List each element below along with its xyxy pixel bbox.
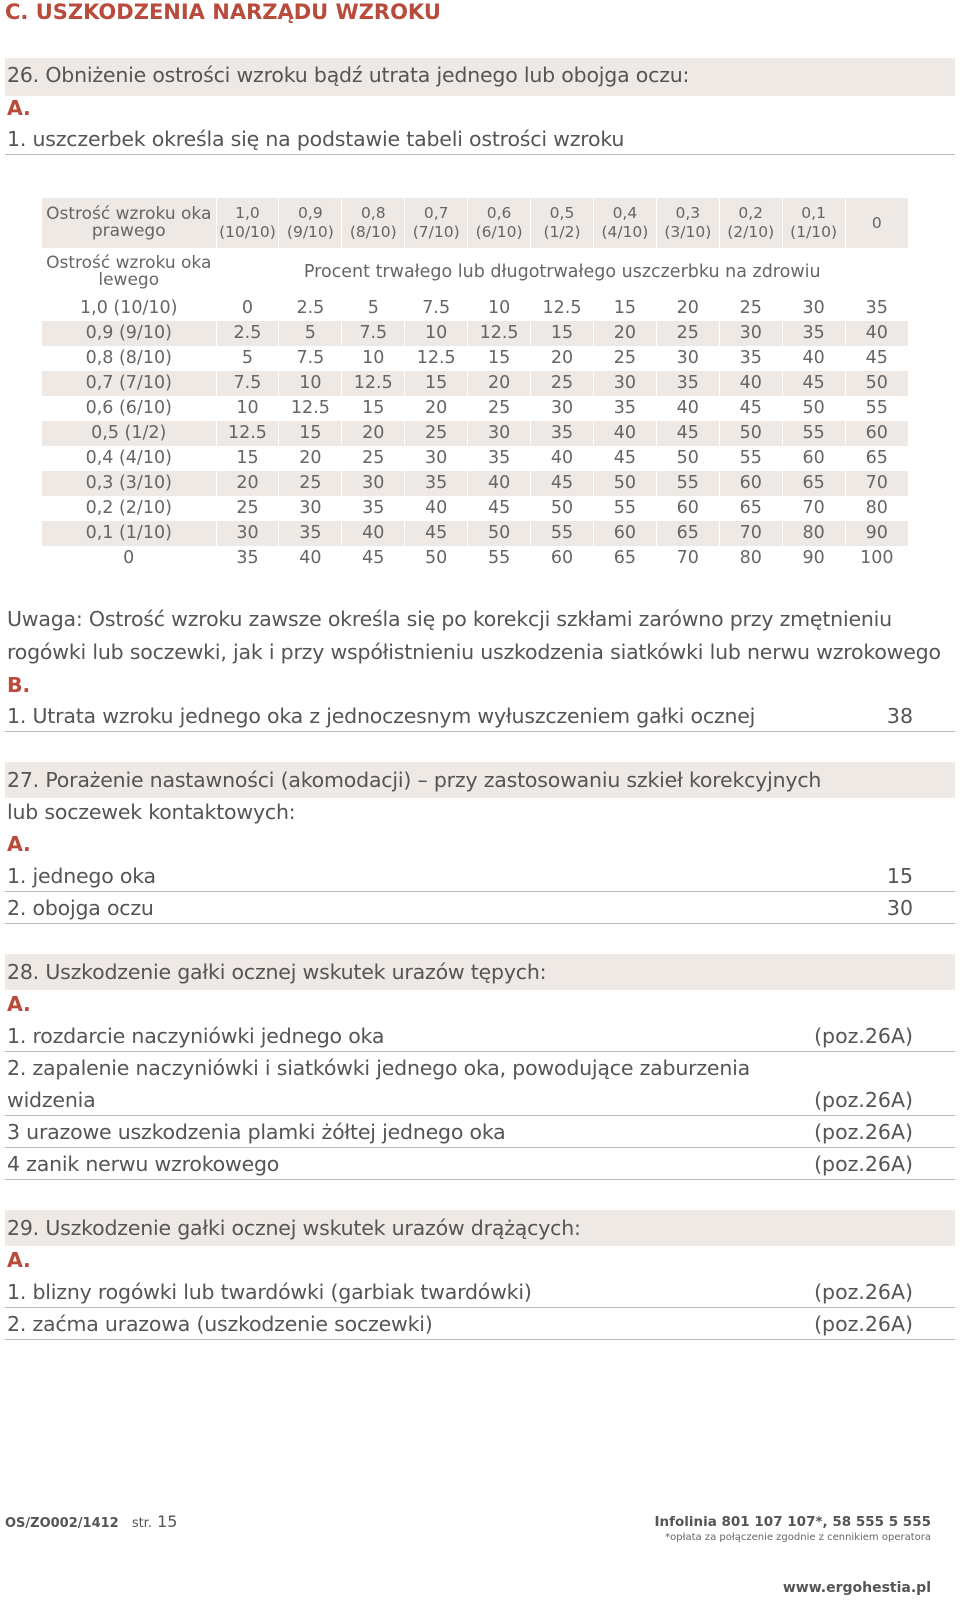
table-cell: 30: [531, 396, 594, 421]
table-cell: 65: [656, 521, 719, 546]
column-header: [656, 198, 719, 248]
table-cell: 90: [845, 521, 908, 546]
document-code: OS/ZO002/1412: [5, 1516, 119, 1531]
column-header-top: 0: [871, 213, 882, 232]
divider: [5, 1115, 955, 1116]
table-cell: 25: [593, 346, 656, 371]
table-cell: 45: [593, 446, 656, 471]
table-cell: 20: [468, 371, 531, 396]
table-cell: 10: [468, 296, 531, 321]
table-cell: 55: [719, 446, 782, 471]
column-header-bottom: (9/10): [286, 223, 334, 241]
table-cell: 2.5: [216, 321, 279, 346]
column-header-bottom: (10/10): [219, 223, 276, 241]
table-cell: 40: [279, 546, 342, 571]
table-cell: 25: [216, 496, 279, 521]
table-cell: 50: [405, 546, 468, 571]
table-cell: 5: [342, 296, 405, 321]
table-row: [42, 296, 908, 321]
divider: [5, 891, 955, 892]
column-header-top: 0,7: [423, 204, 449, 222]
table-cell: 60: [593, 521, 656, 546]
table-cell: 10: [279, 371, 342, 396]
table-cell: 70: [782, 496, 845, 521]
table-cell: 7.5: [279, 346, 342, 371]
column-header: [216, 198, 279, 248]
item29-row1-text: 1. blizny rogówki lub twardówki (garbiak twardówki): [7, 1280, 532, 1304]
row-label: 0,8 (8/10): [42, 346, 216, 371]
item28-label-a: A.: [7, 992, 31, 1016]
table-cell: 15: [279, 421, 342, 446]
table-cell: 40: [531, 446, 594, 471]
table-cell: 15: [216, 446, 279, 471]
table-cell: 80: [865, 498, 888, 518]
acuity-table: [42, 198, 908, 571]
page-number: 15: [157, 1512, 178, 1531]
note-line2: rogówki lub soczewki, jak i przy współistnieniu uszkodzenia siatkówki lub nerwu wzrokowego: [7, 640, 941, 664]
table-cell: 55: [593, 496, 656, 521]
table-row: [42, 446, 908, 471]
table-cell: 55: [468, 546, 531, 571]
table-cell: 45: [342, 546, 405, 571]
divider: [5, 731, 955, 732]
table-cell: 30: [279, 496, 342, 521]
table-cell: 7.5: [405, 296, 468, 321]
table-cell: 45: [468, 496, 531, 521]
table-cell: 40: [405, 496, 468, 521]
table-cell: 40: [845, 321, 908, 346]
table-cell: 30: [468, 421, 531, 446]
table-cell: 25: [531, 371, 594, 396]
table-cell: 15: [468, 346, 531, 371]
item28-row4-value: (poz.26A): [814, 1152, 913, 1176]
table-cell: 35: [342, 496, 405, 521]
divider: [5, 923, 955, 924]
table-caption: Procent trwałego lub długotrwałego uszczerbku na zdrowiu: [216, 248, 908, 296]
table-cell: 45: [719, 396, 782, 421]
table-cell: 45: [531, 471, 594, 496]
divider: [5, 1339, 955, 1340]
table-cell: 80: [719, 546, 782, 571]
table-cell: 65: [865, 448, 888, 468]
table-cell: 20: [342, 421, 405, 446]
table-cell: 35: [279, 521, 342, 546]
table-cell: 12.5: [531, 296, 594, 321]
item28-row2-value: (poz.26A): [814, 1088, 913, 1112]
table-cell: 15: [342, 396, 405, 421]
item28-row3-value: (poz.26A): [814, 1120, 913, 1144]
table-cell: 60: [845, 421, 908, 446]
table-cell: 5: [279, 321, 342, 346]
section-title: C. USZKODZENIA NARZĄDU WZROKU: [5, 0, 441, 24]
item28-row1-text: 1. rozdarcie naczyniówki jednego oka: [7, 1024, 385, 1048]
table-cell: 45: [405, 521, 468, 546]
table-cell: 100: [860, 548, 894, 568]
item27-heading-line1: 27. Porażenie nastawności (akomodacji) – przy zastosowaniu szkieł korekcyjnych: [7, 768, 822, 792]
table-cell: 55: [782, 421, 845, 446]
table-row: [42, 396, 908, 421]
b1-text: 1. Utrata wzroku jednego oka z jednoczesnym wyłuszczeniem gałki ocznej: [7, 704, 756, 728]
table-cell: 5: [216, 346, 279, 371]
table-row: [42, 471, 908, 496]
table-row: [42, 496, 908, 521]
table-cell: 80: [782, 521, 845, 546]
table-cell: 25: [279, 471, 342, 496]
table-cell: 15: [593, 296, 656, 321]
column-header-bottom: (7/10): [412, 223, 460, 241]
table-cell: 25: [468, 396, 531, 421]
column-header-bottom: (1/10): [790, 223, 838, 241]
table-cell: 12.5: [468, 321, 531, 346]
row-label: 0,6 (6/10): [42, 396, 216, 421]
table-cell: 55: [865, 398, 888, 418]
table-cell: 12.5: [216, 421, 279, 446]
row-label: 0,1 (1/10): [42, 521, 216, 546]
table-cell: 2.5: [279, 296, 342, 321]
item27-row-value: 15: [886, 864, 913, 888]
hotline: Infolinia 801 107 107*, 58 555 5 555: [654, 1514, 931, 1530]
table-cell: 50: [468, 521, 531, 546]
column-header-top: 0,6: [486, 204, 512, 222]
table-cell: 30: [719, 321, 782, 346]
table-cell: 50: [845, 371, 908, 396]
table-cell: 20: [279, 446, 342, 471]
item28-row4-text: 4 zanik nerwu wzrokowego: [7, 1152, 280, 1176]
table-cell: 15: [531, 321, 594, 346]
item26-heading: 26. Obniżenie ostrości wzroku bądź utrata jednego lub obojga oczu:: [7, 63, 690, 87]
table-cell: 35: [656, 371, 719, 396]
table-cell: 25: [719, 296, 782, 321]
table-cell: 20: [405, 396, 468, 421]
row-label: 0: [42, 546, 216, 571]
table-cell: 60: [531, 546, 594, 571]
table-row: [42, 521, 908, 546]
table-row: [42, 546, 908, 571]
corner-left-eye: Ostrość wzroku oka lewego: [42, 248, 216, 296]
table-cell: 60: [782, 446, 845, 471]
row-label: 0,7 (7/10): [42, 371, 216, 396]
table-row: [42, 371, 908, 396]
table-cell: 40: [593, 421, 656, 446]
column-header: [845, 198, 908, 248]
column-header-bottom: (4/10): [601, 223, 649, 241]
item26-label-a: A.: [7, 96, 31, 120]
table-cell: 0: [216, 296, 279, 321]
table-cell: 40: [656, 396, 719, 421]
row-label: 0,2 (2/10): [42, 496, 216, 521]
column-header: [719, 198, 782, 248]
column-header-top: 1,0: [235, 204, 260, 222]
table-cell: 30: [342, 471, 405, 496]
table-cell: 55: [531, 521, 594, 546]
item26-line1: 1. uszczerbek określa się na podstawie tabeli ostrości wzroku: [7, 127, 625, 151]
divider: [5, 1307, 955, 1308]
table-cell: 35: [593, 396, 656, 421]
column-header-top: 0,1: [801, 204, 826, 222]
table-cell: 40: [342, 521, 405, 546]
table-cell: 50: [593, 471, 656, 496]
table-cell: 45: [656, 421, 719, 446]
table-cell: 30: [593, 371, 656, 396]
row-label: 0,3 (3/10): [42, 471, 216, 496]
table-cell: 7.5: [342, 321, 405, 346]
table-cell: 35: [719, 346, 782, 371]
table-cell: 25: [405, 421, 468, 446]
table-cell: 65: [782, 471, 845, 496]
table-cell: 30: [656, 346, 719, 371]
column-header: [593, 198, 656, 248]
table-cell: 10: [342, 346, 405, 371]
column-header: [405, 198, 468, 248]
table-cell: 40: [719, 371, 782, 396]
table-cell: 40: [468, 471, 531, 496]
table-row: [42, 421, 908, 446]
b1-value: 38: [886, 704, 913, 728]
item29-row1-value: (poz.26A): [814, 1280, 913, 1304]
table-cell: 30: [782, 296, 845, 321]
note-label-b: B.: [7, 673, 31, 697]
table-cell: 35: [865, 298, 888, 318]
table-row: [42, 321, 908, 346]
column-header: [279, 198, 342, 248]
footer-left: [5, 1512, 177, 1531]
item27-label-a: A.: [7, 832, 31, 856]
note-line1: Uwaga: Ostrość wzroku zawsze określa się po korekcji szkłami zarówno przy zmętnieniu: [7, 607, 892, 631]
table-cell: 60: [656, 496, 719, 521]
column-header-bottom: (3/10): [664, 223, 712, 241]
table-cell: 35: [531, 421, 594, 446]
table-cell: 70: [845, 471, 908, 496]
table-cell: 35: [216, 546, 279, 571]
column-header-top: 0,5: [549, 204, 575, 222]
table-cell: 25: [656, 321, 719, 346]
hotline-note: *opłata za połączenie zgodnie z cennikiem operatora: [665, 1532, 931, 1543]
column-header-top: 0,2: [738, 204, 764, 222]
item27-row-text: 2. obojga oczu: [7, 896, 154, 920]
corner-right-eye: Ostrość wzroku oka prawego: [42, 198, 216, 248]
table-cell: 50: [531, 496, 594, 521]
row-label: 1,0 (10/10): [42, 296, 216, 321]
column-header: [782, 198, 845, 248]
table-cell: 35: [405, 471, 468, 496]
table-cell: 55: [656, 471, 719, 496]
item29-row2-text: 2. zaćma urazowa (uszkodzenie soczewki): [7, 1312, 433, 1336]
table-cell: 12.5: [279, 396, 342, 421]
item28-row2-text1: 2. zapalenie naczyniówki i siatkówki jednego oka, powodujące zaburzenia: [7, 1056, 750, 1080]
table-cell: 12.5: [405, 346, 468, 371]
table-cell: 25: [342, 446, 405, 471]
table-cell: 15: [405, 371, 468, 396]
column-header-bottom: (6/10): [475, 223, 523, 241]
item29-label-a: A.: [7, 1248, 31, 1272]
column-header: [468, 198, 531, 248]
column-header-top: 0,3: [675, 204, 701, 222]
table-cell: 35: [782, 321, 845, 346]
item27-heading-line2: lub soczewek kontaktowych:: [7, 800, 296, 824]
table-cell: 70: [656, 546, 719, 571]
page-label: str.: [131, 1516, 152, 1531]
column-header-bottom: (8/10): [349, 223, 397, 241]
table-cell: 7.5: [216, 371, 279, 396]
table-cell: 65: [719, 496, 782, 521]
table-cell: 50: [719, 421, 782, 446]
table-cell: 70: [719, 521, 782, 546]
table-cell: 40: [782, 346, 845, 371]
divider: [5, 1147, 955, 1148]
table-cell: 60: [719, 471, 782, 496]
item27-row-text: 1. jednego oka: [7, 864, 156, 888]
table-cell: 30: [405, 446, 468, 471]
table-cell: 12.5: [342, 371, 405, 396]
table-cell: 20: [531, 346, 594, 371]
row-label: 0,5 (1/2): [42, 421, 216, 446]
table-cell: 50: [656, 446, 719, 471]
item28-row3-text: 3 urazowe uszkodzenia plamki żółtej jednego oka: [7, 1120, 506, 1144]
table-cell: 20: [216, 471, 279, 496]
table-cell: 20: [593, 321, 656, 346]
table-cell: 45: [782, 371, 845, 396]
item29-row2-value: (poz.26A): [814, 1312, 913, 1336]
column-header-top: 0,9: [298, 204, 323, 222]
divider: [5, 1051, 955, 1052]
item29-heading: 29. Uszkodzenie gałki ocznej wskutek urazów drążących:: [7, 1216, 581, 1240]
item28-row1-value: (poz.26A): [814, 1024, 913, 1048]
column-header-bottom: (2/10): [727, 223, 775, 241]
column-header: [342, 198, 405, 248]
table-cell: 65: [593, 546, 656, 571]
divider: [5, 1179, 955, 1180]
column-header-bottom: (1/2): [543, 223, 581, 241]
table-cell: 50: [782, 396, 845, 421]
row-label: 0,9 (9/10): [42, 321, 216, 346]
item28-row2-text2: widzenia: [7, 1088, 96, 1112]
table-row: [42, 346, 908, 371]
table-cell: 90: [782, 546, 845, 571]
item27-row-value: 30: [886, 896, 913, 920]
table-cell: 20: [656, 296, 719, 321]
divider: [5, 154, 955, 155]
column-header-top: 0,8: [360, 204, 386, 222]
column-header: [531, 198, 594, 248]
table-cell: 45: [865, 348, 888, 368]
table-cell: 35: [468, 446, 531, 471]
column-header-top: 0,4: [612, 204, 638, 222]
item28-heading: 28. Uszkodzenie gałki ocznej wskutek urazów tępych:: [7, 960, 547, 984]
table-cell: 10: [405, 321, 468, 346]
row-label: 0,4 (4/10): [42, 446, 216, 471]
table-cell: 10: [216, 396, 279, 421]
table-cell: 30: [216, 521, 279, 546]
website-link[interactable]: www.ergohestia.pl: [782, 1580, 931, 1596]
